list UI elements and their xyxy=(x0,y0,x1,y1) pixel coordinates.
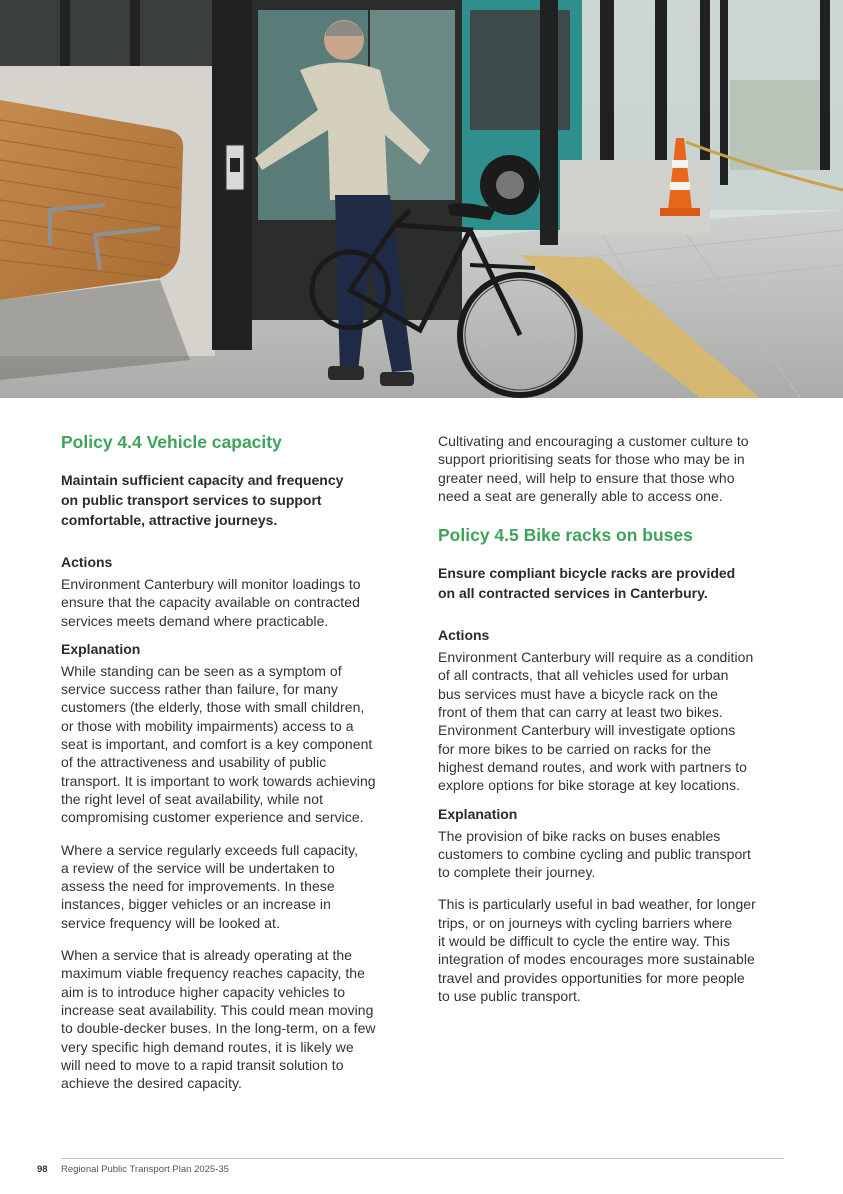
policy-4-4-title: Policy 4.4 Vehicle capacity xyxy=(61,432,282,452)
policy-4-4-lead: Maintain sufficient capacity and frequency on public transport services to support comfortable, attractive journeys. xyxy=(61,472,344,528)
left-column xyxy=(61,428,411,1106)
policy-4-4-explanation-p3: When a service that is already operating at the maximum viable frequency reaches capacity, the aim is to introduce higher capacity vehicles to increase seat availability. This could mean moving to double-decker buses. In the long-term, on a few very specific high demand routes, it is likely we will need to move to a rapid transit solution to achieve the desired capacity. xyxy=(61,947,376,1092)
footer-document-title: Regional Public Transport Plan 2025-35 xyxy=(61,1164,229,1175)
customer-culture-text: Cultivating and encouraging a customer culture to support prioritising seats for those who may be in greater need, will help to ensure that those who need a seat are generally able to access one. xyxy=(438,433,749,504)
policy-4-5-lead: Ensure compliant bicycle racks are provided on all contracted services in Canterbury. xyxy=(438,565,736,602)
policy-4-5-actions-text: Environment Canterbury will require as a condition of all contracts, that all vehicles used for urban bus services must have a bicycle rack on the front of them that can carry at least two bikes. Environment Canterbury will investigate options for more bikes to be carried on racks for the highest demand routes, and work with partners to explore options for bike storage at key locations. xyxy=(438,649,754,794)
policy-4-5-explanation-p1: The provision of bike racks on buses enables customers to combine cycling and public transport to complete their journey. xyxy=(438,827,751,881)
policy-4-5-explanation-p2: This is particularly useful in bad weather, for longer trips, or on journeys with cycling barriers where it would be difficult to cycle the entire way. This integration of modes encourages more sustainable travel and provides opportunities for more people to use public transport. xyxy=(438,896,756,1004)
policy-4-4-explanation-p2: Where a service regularly exceeds full capacity, a review of the service will be undertaken to assess the need for improvements. In these instances, bigger vehicles or an increase in service frequency will be looked at. xyxy=(61,841,359,931)
policy-4-4-actions-heading: Actions xyxy=(61,554,113,570)
policy-4-4-explanation-p1: While standing can be seen as a symptom of service success rather than failure, for many customers (the elderly, those with small children, or those with mobility impairments) access to a seat is important, and comfort is a key component of the attractiveness and usability of public transport. It is important to work towards achieving the right level of seat availability, while not compromising customer experience and service. xyxy=(61,662,376,826)
footer-divider xyxy=(61,1158,784,1159)
header-photo xyxy=(0,0,843,398)
page-number: 98 xyxy=(37,1164,48,1175)
policy-4-4-explanation-heading: Explanation xyxy=(61,640,141,657)
bus-stop-bike-photo xyxy=(0,0,843,398)
policy-4-4-actions-text: Environment Canterbury will monitor loadings to ensure that the capacity available on contracted services meets demand where practicable. xyxy=(61,576,361,629)
right-column xyxy=(438,432,788,1019)
policy-4-5-explanation-heading: Explanation xyxy=(438,805,518,822)
policy-4-5-actions-heading: Actions xyxy=(438,627,490,644)
policy-4-5-title: Policy 4.5 Bike racks on buses xyxy=(438,525,693,546)
